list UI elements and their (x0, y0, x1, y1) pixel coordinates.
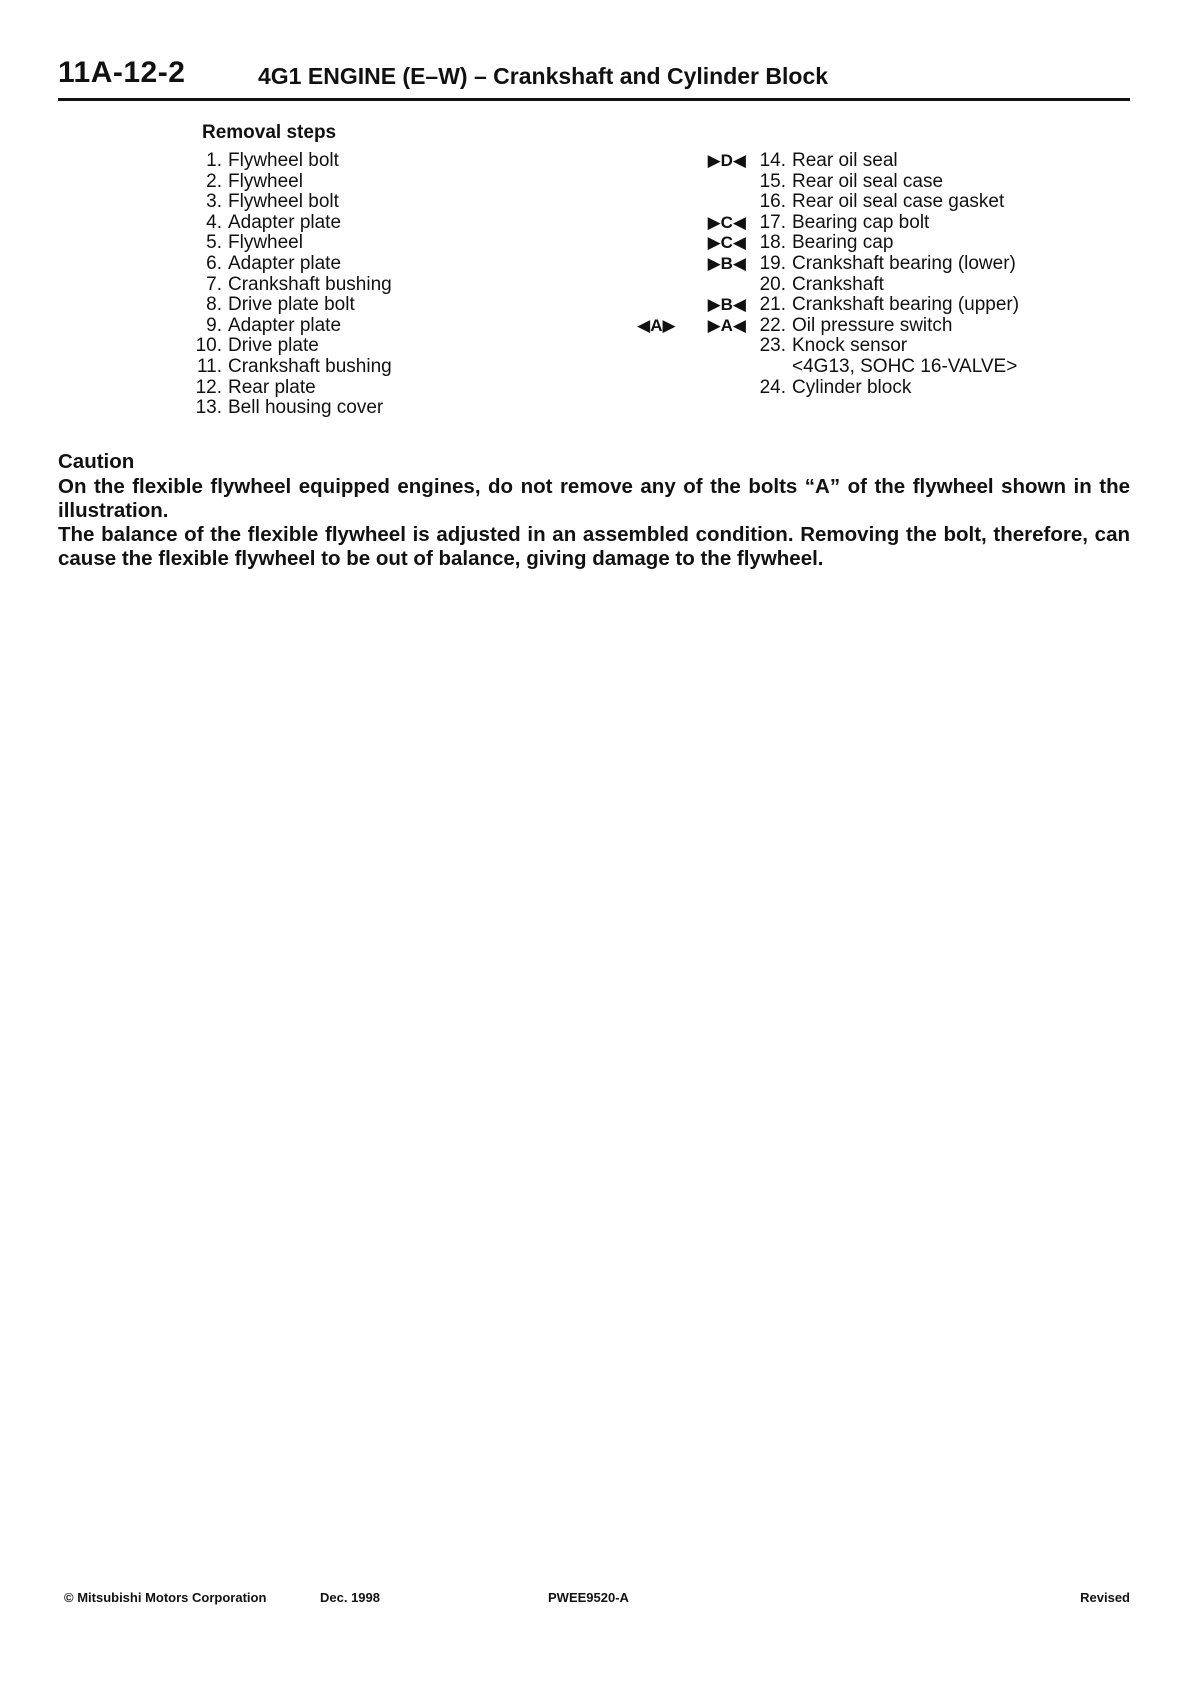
service-point-marker: ▶D◀ (707, 151, 746, 170)
list-item (180, 151, 580, 172)
step-number: 2. (206, 170, 222, 192)
removal-steps-right-list (620, 151, 1140, 398)
list-item (620, 336, 1140, 357)
step-label: Flywheel bolt (228, 191, 339, 213)
list-item (180, 378, 580, 399)
removal-steps-left-list (180, 151, 580, 419)
step-label: Drive plate (228, 335, 319, 357)
service-point-marker: ▶A◀ (707, 315, 746, 335)
list-item (180, 254, 580, 275)
step-label: Rear oil seal (792, 150, 898, 171)
caution-block (58, 450, 1130, 571)
list-item (620, 275, 1140, 296)
step-number: 7. (206, 273, 222, 295)
caution-paragraph: The balance of the flexible flywheel is adjusted in an assembled condition. Removing the bolt, therefore, can cause the flexible flywheel to be out of balance, giving damage to the flywheel. (58, 523, 1130, 570)
step-number: 12. (195, 376, 222, 398)
caution-paragraph: On the flexible flywheel equipped engines, do not remove any of the bolts “A” of the flywheel shown in the illustration. (58, 475, 1130, 522)
service-point-marker: ◀A▶ (637, 315, 676, 335)
list-item (180, 275, 580, 296)
step-label: <4G13, SOHC 16-VALVE> (792, 355, 1018, 377)
footer-revision-status: Revised (1080, 1590, 1130, 1605)
list-item (180, 398, 580, 419)
step-label: Knock sensor (792, 335, 908, 357)
list-item (620, 192, 1140, 213)
list-item (620, 172, 1140, 193)
step-label: Crankshaft bushing (228, 355, 392, 377)
step-number: 4. (206, 211, 222, 233)
step-label: Rear plate (228, 376, 316, 398)
list-item (180, 336, 580, 357)
step-number: 1. (206, 150, 222, 171)
step-label: Cylinder block (792, 376, 912, 398)
step-number: 14. (759, 150, 786, 171)
step-label: Flywheel bolt (228, 150, 339, 171)
step-number: 11. (196, 355, 222, 377)
list-item (620, 378, 1140, 399)
list-item (620, 254, 1140, 275)
list-item (620, 213, 1140, 234)
step-label: Adapter plate (228, 314, 342, 336)
list-item (180, 295, 580, 316)
step-number: 19. (759, 252, 786, 274)
step-label: Rear oil seal case gasket (792, 191, 1005, 213)
step-label: Crankshaft (792, 273, 884, 295)
service-point-marker: ▶B◀ (707, 253, 746, 273)
step-number: 18. (759, 232, 786, 254)
page-title: 4G1 ENGINE (E–W) – Crankshaft and Cylinder Block (258, 63, 829, 89)
step-label: Oil pressure switch (792, 314, 953, 336)
step-label: Bell housing cover (228, 397, 384, 419)
step-number: 17. (759, 211, 786, 233)
step-number: 6. (206, 252, 222, 274)
footer-copyright: © Mitsubishi Motors Corporation (64, 1590, 267, 1605)
list-item (180, 172, 580, 193)
step-label: Flywheel (228, 170, 303, 192)
service-point-marker: ▶C◀ (707, 212, 746, 232)
step-label: Drive plate bolt (228, 294, 355, 316)
step-number: 16. (759, 191, 786, 213)
step-number: 9. (206, 314, 222, 336)
page-header (58, 56, 1130, 101)
step-label: Flywheel (228, 232, 303, 254)
list-item (620, 357, 1140, 378)
step-number: 5. (206, 232, 222, 254)
step-number (752, 357, 792, 378)
step-number: 22. (759, 314, 786, 336)
step-label: Adapter plate (228, 211, 342, 233)
step-number: 21. (759, 294, 786, 316)
step-number: 3. (206, 191, 222, 213)
step-label: Crankshaft bearing (lower) (792, 252, 1016, 274)
step-number: 10. (195, 335, 222, 357)
list-item (180, 192, 580, 213)
removal-steps-heading: Removal steps (202, 122, 337, 143)
footer-date: Dec. 1998 (320, 1590, 380, 1605)
list-item (620, 295, 1140, 316)
service-point-marker: ▶C◀ (707, 233, 746, 253)
list-item (620, 316, 1140, 337)
list-item (180, 357, 580, 378)
page-number: 11A-12-2 (58, 56, 186, 89)
footer-document-code: PWEE9520-A (548, 1590, 629, 1605)
step-number: 8. (206, 294, 222, 316)
step-number: 15. (759, 170, 786, 192)
step-label: Adapter plate (228, 252, 342, 274)
list-item (620, 233, 1140, 254)
step-number: 13. (195, 397, 222, 419)
caution-title: Caution (58, 450, 135, 473)
step-label: Bearing cap bolt (792, 211, 930, 233)
step-label: Crankshaft bushing (228, 273, 392, 295)
list-item (180, 233, 580, 254)
list-item (180, 213, 580, 234)
list-item (620, 151, 1140, 172)
step-label: Rear oil seal case (792, 170, 944, 192)
list-item (180, 316, 580, 337)
step-number: 20. (759, 273, 786, 295)
step-number: 23. (759, 335, 786, 357)
page-footer (64, 1590, 1130, 1610)
step-label: Crankshaft bearing (upper) (792, 294, 1020, 316)
step-number: 24. (759, 376, 786, 398)
step-label: Bearing cap (792, 232, 894, 254)
service-point-marker: ▶B◀ (707, 295, 746, 315)
